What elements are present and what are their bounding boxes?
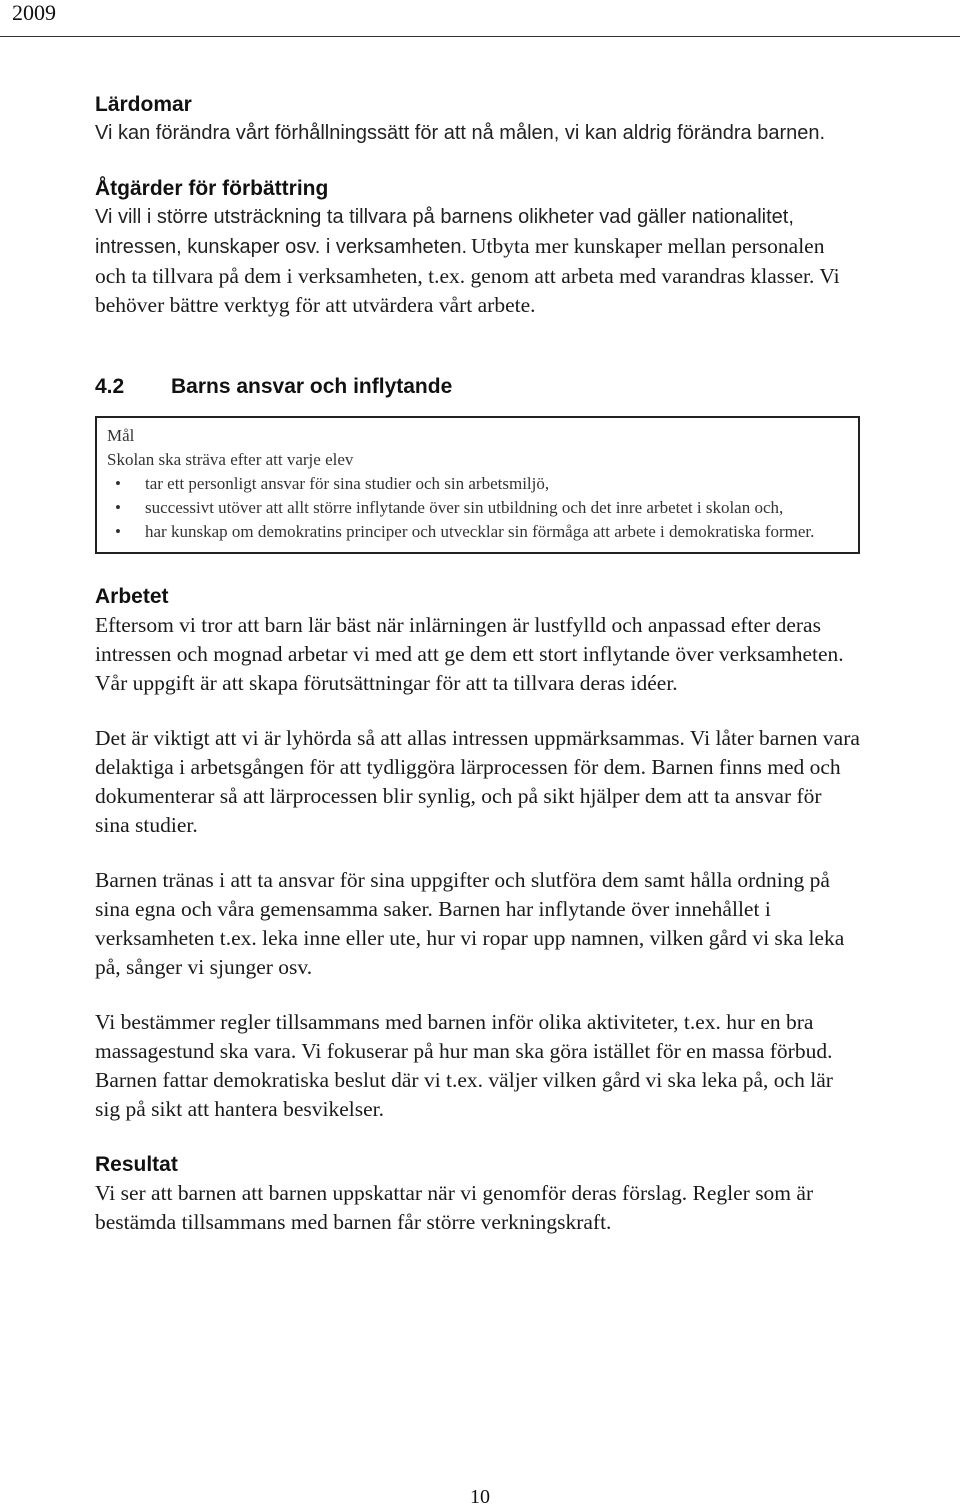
goal-item-text: successivt utöver att allt större inflytande över sin utbildning och det inre arbetet i skolan och, bbox=[145, 498, 784, 517]
lardomar-text: Vi kan förändra vårt förhållningssätt för att nå målen, vi kan aldrig förändra barnen. bbox=[95, 122, 826, 144]
goal-item-text: tar ett personligt ansvar för sina studier och sin arbetsmiljö, bbox=[145, 474, 550, 493]
goal-item-text: har kunskap om demokratins principer och utvecklar sin förmåga att arbete i demokratiska former. bbox=[145, 522, 815, 541]
goal-label: Mål bbox=[107, 426, 135, 445]
atgarder-section bbox=[95, 174, 860, 320]
atgarder-text bbox=[95, 203, 860, 320]
resultat-section bbox=[95, 1150, 860, 1237]
lardomar-heading: Lärdomar bbox=[95, 93, 192, 116]
page-header bbox=[0, 0, 960, 37]
atgarder-heading: Åtgärder för förbättring bbox=[95, 177, 329, 200]
arbetet-section bbox=[95, 582, 860, 1124]
arbetet-paragraph: Det är viktigt att vi är lyhörda så att allas intressen uppmärksammas. Vi låter barnen vara delaktiga i arbetsgången för att tydliggöra lärprocessen för dem. Barnen finns med och dokumenterar så att lärprocessen blir synlig, och på sikt hjälper dem att ta ansvar för sina studier. bbox=[95, 726, 860, 837]
lardomar-section bbox=[95, 90, 860, 148]
goal-item bbox=[107, 496, 848, 520]
section-title: Barns ansvar och inflytande bbox=[171, 375, 453, 398]
atgarder-text-serif: Utbyta mer kunskaper mellan personalen och ta tillvara på dem i verksamheten, t.ex. genom att arbeta med varandras klasser. Vi behöver bättre verktyg för att utvärdera vårt arbete. bbox=[95, 234, 840, 317]
atgarder-text-sans: Vi vill i större utsträckning ta tillvara på barnens olikheter vad gäller nationalitet, intressen, kunskaper osv. i verksamheten. bbox=[95, 206, 794, 258]
resultat-heading: Resultat bbox=[95, 1153, 178, 1176]
bullet-icon: • bbox=[115, 498, 121, 517]
arbetet-paragraph: Eftersom vi tror att barn lär bäst när inlärningen är lustfylld och anpassad efter deras intressen och mognad arbetar vi med att ge dem ett stort inflytande över verksamheten. Vår uppgift är att skapa förutsättningar för att ta tillvara deras idéer. bbox=[95, 613, 844, 695]
goal-box bbox=[95, 416, 860, 554]
arbetet-heading: Arbetet bbox=[95, 585, 169, 608]
goal-item bbox=[107, 520, 848, 544]
arbetet-paragraph: Barnen tränas i att ta ansvar för sina uppgifter och slutföra dem samt hålla ordning på sina egna och våra gemensamma saker. Barnen har inflytande över innehållet i verksamheten t.ex. leka inne eller ute, hur vi ropar upp namnen, vilken gård vi ska leka på, sånger vi sjunger osv. bbox=[95, 868, 845, 979]
header-year: 2009 bbox=[12, 0, 56, 25]
goal-list bbox=[107, 472, 848, 544]
bullet-icon: • bbox=[115, 522, 121, 541]
page-content bbox=[95, 90, 860, 1237]
section-number: 4.2 bbox=[95, 375, 125, 398]
arbetet-paragraph: Vi bestämmer regler tillsammans med barnen inför olika aktiviteter, t.ex. hur en bra massagestund ska vara. Vi fokuserar på hur man ska göra istället för en massa förbud. Barnen fattar demokratiska beslut där vi t.ex. väljer vilken gård vi ska leka på, och lär sig på sikt att hantera besvikelser. bbox=[95, 1010, 833, 1121]
bullet-icon: • bbox=[115, 474, 121, 493]
section-heading bbox=[95, 372, 860, 402]
page-number: 10 bbox=[470, 1486, 490, 1508]
resultat-text: Vi ser att barnen att barnen uppskattar när vi genomför deras förslag. Regler som är bestämda tillsammans med barnen får större verkningskraft. bbox=[95, 1181, 814, 1234]
goal-item bbox=[107, 472, 848, 496]
goal-intro: Skolan ska sträva efter att varje elev bbox=[107, 450, 354, 469]
